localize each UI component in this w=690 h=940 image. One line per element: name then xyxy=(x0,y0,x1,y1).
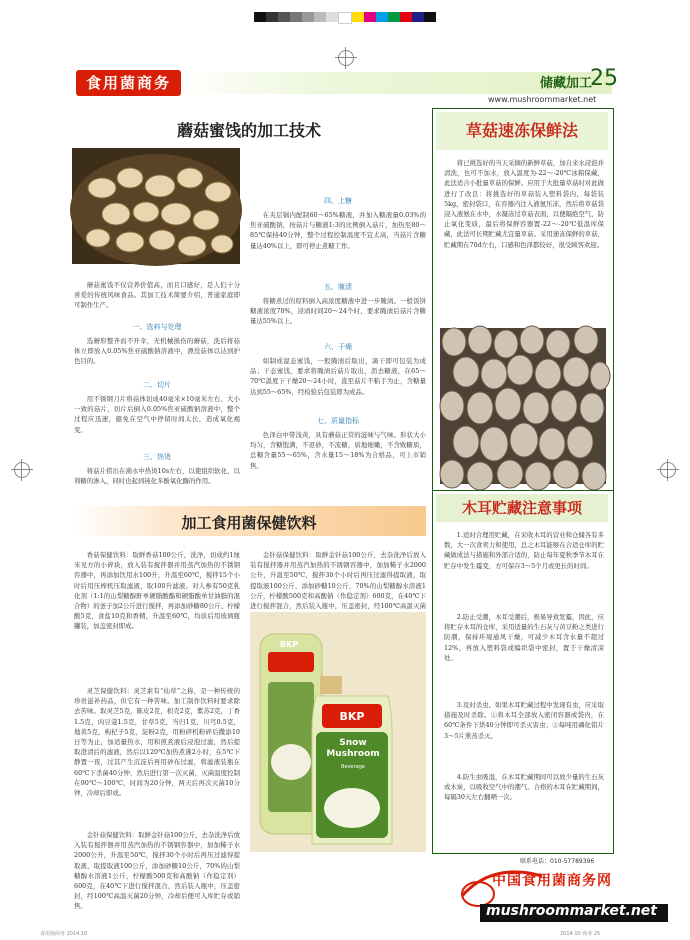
website-url: www.mushroommarket.net xyxy=(488,95,597,104)
a4-para-2: 2.防止受潮，木耳受潮后，极易导致发霉，因此，应将贮存木耳的仓库，采用适量的生石灰与黄豆粉之类进行防潮，保持环境通风干燥，可减少木耳含水量不超过12%，再放入塑料袋或编织袋中密封，置于干燥清凉处。 xyxy=(444,613,604,662)
magazine-logo: 食用菌商务 xyxy=(76,70,181,96)
a1-body-4: 在夹层锅内配制60～65%糖液，并加入糖液量0.03%的焦亚硫酸钠，按菇片与糖液1:3的比例倒入菇片，加热至80～85℃保持40分钟，整个过程控制温度不宜太高，当菇片含糖量达40%以上，即可停止煮糖工作。 xyxy=(250,211,426,250)
front-bottle-brand: BKP xyxy=(339,710,365,723)
mushroom-candy-photo xyxy=(72,148,240,264)
a1-heading-3: 三、热烫 xyxy=(143,453,171,461)
section-title: 储藏加工 xyxy=(540,76,593,91)
front-bottle-subtext: Beverage xyxy=(341,764,365,770)
a1-heading-7: 七、质量指标 xyxy=(317,417,359,425)
a1-body-6: 如制成湿态蜜饯，一般腌渍后取出，滴干即可包装为成品；干态蜜饯，要求将腌渍后菇片取出，沥去糖液，在65～70℃温度下干燥20～24小时，直至菇片不粘手为止，含糖量达到55～65%，经检验后包装即为成品。 xyxy=(250,357,426,396)
a1-heading-1: 一、选料与处理 xyxy=(132,323,182,331)
a4-para-3: 3.及时杀虫。如果木耳贮藏过程中发现有虫，应采取措施及时杀除。①将木耳全部放入密闭容器或袋内，在60℃条件下烘40分钟即可杀灭害虫；②每吨用磷化铝片3～5片熏蒸杀灭。 xyxy=(444,701,604,740)
a4-para-1: 1.适时合理用贮藏，在采收木耳的营业和仓储各有多数，大一次食卖力和使用，总之木耳能够在合适仓库的贮藏做成法与措施和外部合适的，防止每年夏秋季节木耳在贮存中发生霉变，方可保存3～5个月或更长的时间。 xyxy=(444,531,604,570)
a2-para-3-cont: 金针菇保健饮料：取鲜金针菇100公斤，去杂洗净后放入装有搅拌器并用蒸汽加热的不锈钢容器中，加加稀子水2000公升，升温至50℃，搅拌30个小时后再压过滤得提取液，取提取液100公斤，添加砂糖10公斤，70%的山梨糖醇水溶液1公斤，柠檬酸500克和高酸钠（作稳定剂）600克，在40℃下进行搅拌混合，然后装入瓶中，压盖密封，经100℃高温灭菌 xyxy=(250,551,426,611)
a1-heading-5: 五、腌渍 xyxy=(324,283,352,291)
a1-body-7: 色泽白中带浅黄，具有蘑菇正常的滋味与气味。形状大小均匀，含糖饱满，不返砂，不流糖，质地细嫩，不含败糖质，总糖含量55～65%，含水量15～18%为合格品，可上市销售。 xyxy=(250,431,426,470)
article3-title: 草菇速冻保鲜法 xyxy=(436,112,608,150)
registration-mark-right xyxy=(660,462,676,478)
contact-phone: 联系电话：010-57789396 xyxy=(520,858,595,865)
a2-para-2: 灵芝保健饮料：灵芝素有“仙草”之称，是一种传统的珍贵滋补药品，但它有一种苦味。加工制作饮料时要求除去苦味。取灵芝5克，陈皮2克，枳壳2克，紫苏2克，丁香1.5克，肉豆蔻1.5克，甘草5克，当归1克，川芎0.5克，地黄5克，枸杞子5克，淀粉2克，用粉碎机粉碎后撒添10日等为止，加适量热水，用和煎煮液后浸泡过滤，然后提取澄清后的滤液，然后以120℃加热煮沸2小时，在5℃下静置一夜，过其产生沉淀后再用砂布过滤，将滤液装瓶在60℃下杀菌40分钟，然后进行第一次灭菌，灭菌温度控制在90℃～100℃，时间为20分钟，两天后再次灭菌10分钟，冷却后即成。 xyxy=(74,687,240,798)
article3-body: 将已挑选好的当天采摘的新鲜草菇，加自来水浸泡并清洗，也可不加水，放入温度为-22～-20℃冰箱保藏，此法适合小批量草菇的保鲜。应用于大批量草菇时对此做进行了改良：将挑选好的草菇装入塑料袋内，每袋装5kg，密封袋口，在容器内注入液氨压冻，然后将草菇袋浸入液氨在水中，水凝冻过草菇表面，以便隔绝空气，防止氧化变质，最后将保鲜容器置-22～-20℃低温库保藏，此法可长期贮藏尤宜量草菇。采用速冻保鲜的草菇，贮藏期在70d左右，口感和色泽都较好，很受顾客欢迎。 xyxy=(444,159,604,249)
straw-mushroom-photo xyxy=(440,328,606,484)
front-bottle-text: Snow Mushroom xyxy=(326,738,380,759)
a2-para-3: 金针菇保健饮料：取鲜金针菇100公斤，去杂洗净后放入装有搅拌器并用蒸汽加热的不锈钢容器中，加加稀子水2000公升，升温至50℃，搅拌30个小时后再压过滤得提取液，取提取液100公斤，添加砂糖10公斤，70%的山梨糖醇水溶液1公斤，柠檬酸500克和高酸钠（作稳定剂）600克，在40℃下进行搅拌混合，然后装入瓶中，压盖密封，经100℃高温灭菌20分钟，冷却后便可入库贮存或销售。 xyxy=(74,831,240,911)
article4-title: 木耳贮藏注意事项 xyxy=(436,494,608,522)
footer-brand-url: mushroommarket.net xyxy=(486,903,657,919)
article2-title: 加工食用菌保健饮料 xyxy=(181,514,317,532)
registration-mark-left xyxy=(14,462,30,478)
a1-body-5: 将糖煮过的原料倒入高浓度糖液中进一步腌渍。一般饭饼糖液浓度70%，浸渍时间20～24个时，要求腌渍后菇片含糖量达55%以上。 xyxy=(250,297,426,326)
page-number: 25 xyxy=(590,66,618,91)
a1-body-2: 用不锈钢刀片将菇体切成40毫米×10毫米左右、大小一致的菇片，切片后倒入0.05%焦亚硫酸钠溶液中，整个过程应迅速，避免在空气中停留时间太长，造成氧化褐变。 xyxy=(74,395,240,434)
article1-intro: 蘑菇蜜饯不仅营养价值高，而且口感好，是人们十分喜爱的传统风味食品。其加工技术简要介绍，普通家庭即可制作生产。 xyxy=(74,281,240,310)
a1-heading-4: 四、上糖 xyxy=(324,197,352,205)
edge-label-right: 2014.10 商务 25 xyxy=(560,931,601,937)
a1-body-3: 将菇片捞出在沸水中热烫10s左右，以使组织软化，以利糖的渗入，同时也起到钝化多酚氧化酶的作用。 xyxy=(74,467,240,486)
a4-para-4: 4.防生虫吸湿，在木耳贮藏期间可以放少量的生石灰或木炭，以吸收空气中的潮气。合格的木耳在贮藏期间，每隔30天左右翻晒一次。 xyxy=(444,773,604,802)
a1-heading-6: 六、干燥 xyxy=(324,343,352,351)
a2-para-1: 香菇保健饮料：取鲜香菇100公斤，洗净，切成约1厘米见方的小碎块，放入装有搅拌器并用蒸汽加热的不锈钢容器中，再添加饮用水100升，升温至60℃，搅拌15个小时后用压榨机压取滤液，取100升滤液。对人参有50克乳化剂（1:1的山梨糖醇酐单硬脂酸酯和硬脂酸单甘油脂的混合物）的釜子加2公斤进行搅拌，再添加砂糖80公斤、柠檬酸5克，食盐10克和香精，升温至60℃，均质后用玻璃瓶罐装，加盖密封即成。 xyxy=(74,551,240,631)
edge-label-left: 食用菌商务 2014.10 xyxy=(40,931,88,937)
registration-colors xyxy=(254,12,436,24)
back-bottle-brand: BKP xyxy=(279,640,299,649)
article1-title: 蘑菇蜜饯的加工技术 xyxy=(176,121,321,140)
registration-mark-top xyxy=(338,50,354,66)
a1-body-1: 选蘑形整齐而不开伞，无机械损伤的蘑菇，洗后将菇体立即放入0.05%焦亚硫酸钠溶液中，漂没菇体以达到护色目的。 xyxy=(74,337,240,366)
a1-heading-2: 二、切片 xyxy=(143,381,171,389)
footer-brand-cn: 中国食用菌商务网 xyxy=(492,873,612,889)
